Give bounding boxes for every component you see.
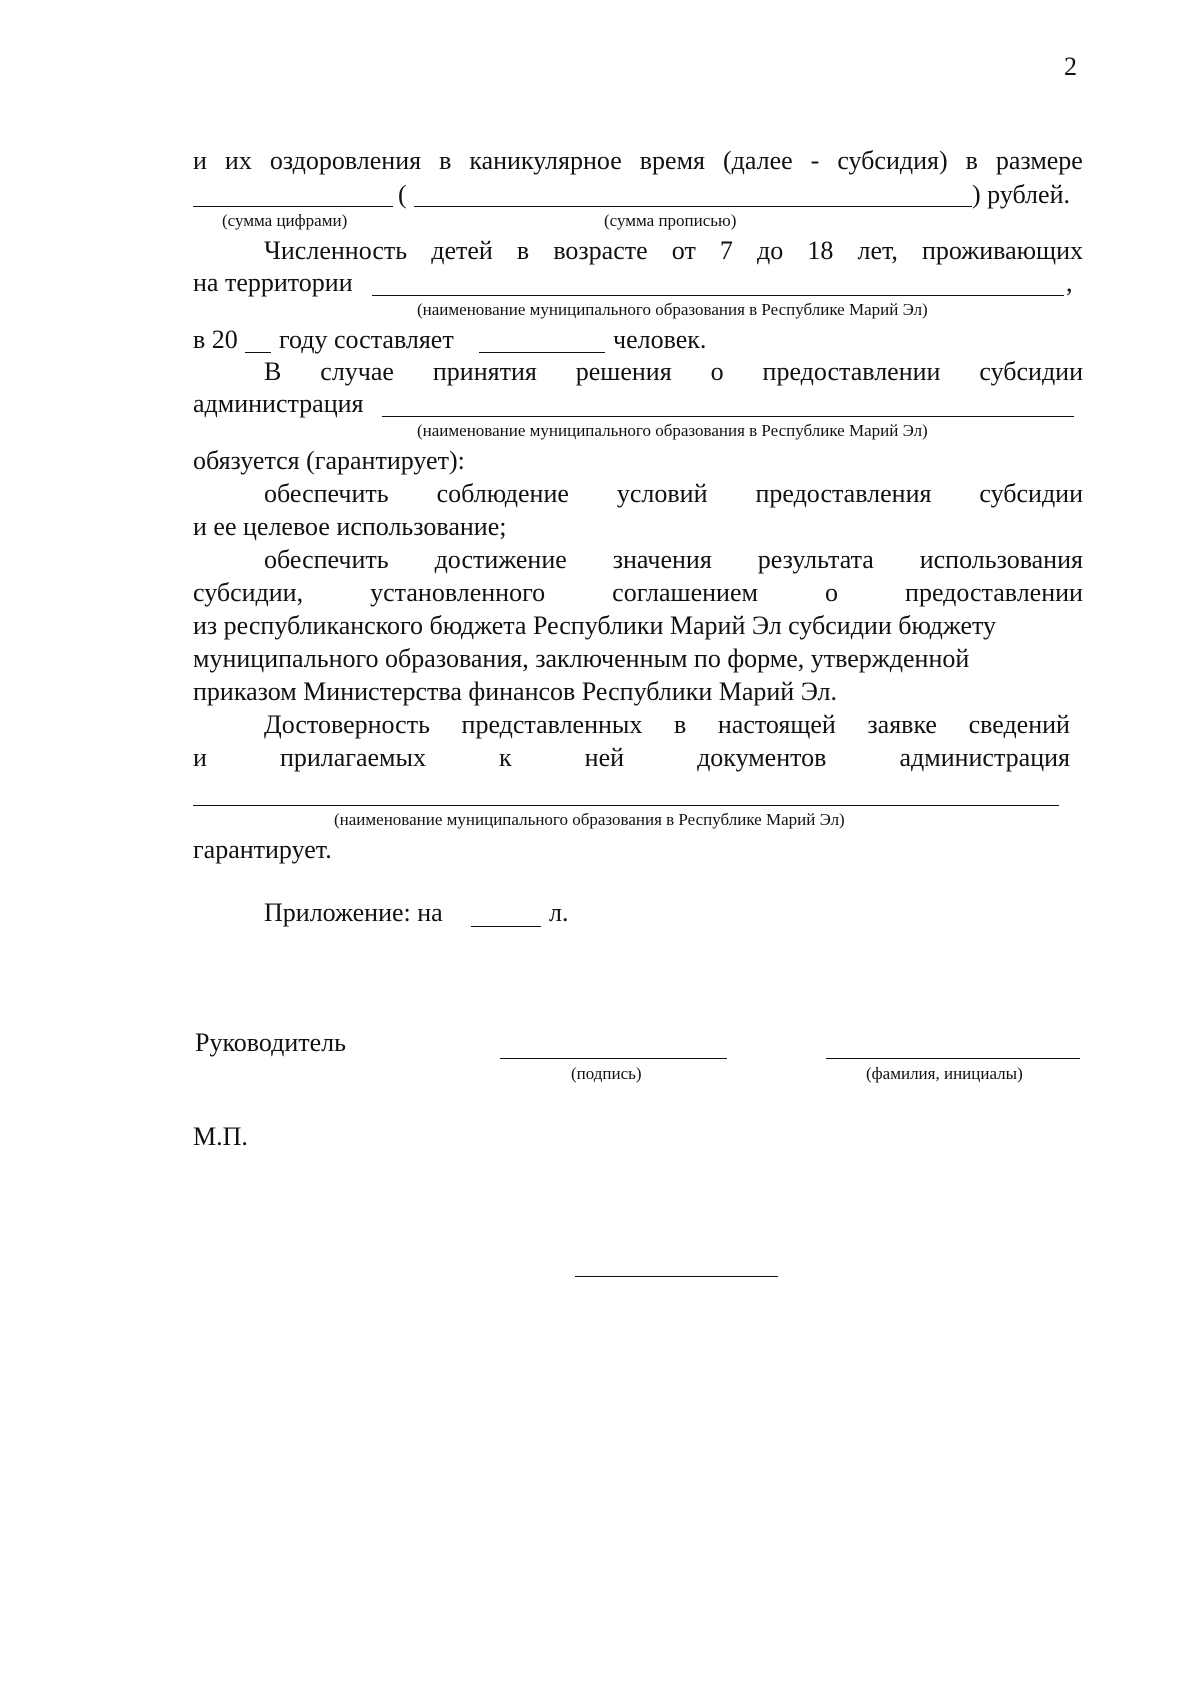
para4-line2: и ее целевое использование; — [193, 512, 507, 541]
word: достижение — [434, 545, 567, 574]
caption-name-initials: (фамилия, инициалы) — [866, 1064, 1023, 1083]
para3-admin-label: администрация — [193, 389, 364, 418]
para2-persons-label: человек. — [613, 325, 707, 354]
territory-field[interactable] — [372, 295, 1064, 296]
para1-line1 — [193, 146, 1083, 176]
word: предоставления — [755, 479, 932, 508]
caption-municipality-3: (наименование муниципального образования в Республике Марий Эл) — [334, 810, 845, 829]
word: о — [824, 578, 838, 607]
word: Достоверность — [264, 710, 430, 739]
caption-municipality-2: (наименование муниципального образования в Республике Марий Эл) — [417, 421, 928, 440]
caption-municipality-1: (наименование муниципального образования в Республике Марий Эл) — [417, 300, 928, 319]
para2-territory-label: на территории — [193, 268, 353, 297]
closing-separator — [575, 1276, 778, 1277]
word: заявке — [867, 710, 937, 739]
word: 18 — [807, 236, 834, 265]
word: обеспечить — [264, 479, 389, 508]
word: к — [499, 743, 512, 772]
children-count-field[interactable] — [479, 352, 605, 353]
word: возрасте — [553, 236, 648, 265]
word: проживающих — [922, 236, 1083, 265]
word: использования — [919, 545, 1083, 574]
word: принятия — [432, 357, 537, 386]
word: субсидии, — [193, 578, 304, 607]
word: субсидия) — [837, 146, 948, 175]
word: от — [671, 236, 696, 265]
amount-words-field[interactable] — [414, 206, 972, 207]
word: их — [224, 146, 252, 175]
word: до — [757, 236, 784, 265]
word: администрация — [899, 743, 1070, 772]
caption-signature: (подпись) — [571, 1064, 642, 1083]
word: оздоровления — [269, 146, 422, 175]
word: каникулярное — [469, 146, 622, 175]
word: - — [810, 146, 820, 175]
para2-line1 — [264, 236, 1083, 266]
caption-amount-digits: (сумма цифрами) — [222, 211, 348, 230]
word: соблюдение — [436, 479, 569, 508]
attachment-label: Приложение: на — [264, 898, 443, 927]
open-paren: ( — [398, 180, 407, 209]
word: случае — [320, 357, 394, 386]
stamp-label: М.П. — [193, 1122, 248, 1151]
signature-field[interactable] — [500, 1058, 727, 1059]
page-number: 2 — [1064, 52, 1077, 81]
amount-digits-field[interactable] — [193, 206, 393, 207]
administration-guarantee-field[interactable] — [193, 805, 1059, 806]
administration-field[interactable] — [382, 416, 1074, 417]
word: соглашением — [612, 578, 758, 607]
para3-line1 — [264, 357, 1083, 387]
word: настоящей — [717, 710, 836, 739]
word: решения — [575, 357, 672, 386]
word: предоставлении — [762, 357, 941, 386]
para2-year-label: в 20 — [193, 325, 238, 354]
word: и — [193, 146, 207, 175]
word: установленного — [370, 578, 546, 607]
word: сведений — [968, 710, 1070, 739]
para5-line2 — [193, 578, 1083, 608]
word: в — [673, 710, 687, 739]
signature-role: Руководитель — [195, 1028, 346, 1057]
word: ней — [584, 743, 625, 772]
word: предоставлении — [905, 578, 1083, 607]
word: значения — [612, 545, 712, 574]
para5-line4: муниципального образования, заключенным по форме, утвержденной — [193, 644, 970, 673]
word: прилагаемых — [279, 743, 426, 772]
word: 7 — [719, 236, 733, 265]
word: Численность — [264, 236, 408, 265]
word: и — [193, 743, 207, 772]
para4-line1 — [264, 479, 1083, 509]
para5-line5: приказом Министерства финансов Республики Марий Эл. — [193, 677, 838, 706]
word: представленных — [461, 710, 643, 739]
year-field[interactable] — [245, 352, 271, 353]
word: условий — [616, 479, 708, 508]
para5-line1 — [264, 545, 1083, 575]
word: в — [439, 146, 452, 175]
para6-guarantees: гарантирует. — [193, 835, 332, 864]
word: лет, — [857, 236, 898, 265]
word: о — [710, 357, 724, 386]
para2-comma: , — [1066, 268, 1073, 297]
word: результата — [757, 545, 874, 574]
rubles-text: ) рублей. — [972, 180, 1070, 209]
word: в — [965, 146, 978, 175]
word: в — [516, 236, 530, 265]
word: субсидии — [979, 357, 1083, 386]
para5-line3: из республиканского бюджета Республики Марий Эл субсидии бюджету — [193, 611, 997, 640]
name-initials-field[interactable] — [826, 1058, 1080, 1059]
attachment-suffix: л. — [549, 898, 569, 927]
word: субсидии — [979, 479, 1083, 508]
word: (далее — [722, 146, 793, 175]
para6-line2 — [193, 743, 1070, 773]
attachment-pages-field[interactable] — [471, 926, 541, 927]
para2-count-label: году составляет — [279, 325, 454, 354]
para6-line1 — [264, 710, 1070, 740]
word: В — [264, 357, 282, 386]
word: время — [639, 146, 705, 175]
word: размере — [995, 146, 1083, 175]
para3-obligation: обязуется (гарантирует): — [193, 446, 465, 475]
word: обеспечить — [264, 545, 389, 574]
word: документов — [697, 743, 827, 772]
caption-amount-words: (сумма прописью) — [604, 211, 737, 230]
word: детей — [431, 236, 493, 265]
